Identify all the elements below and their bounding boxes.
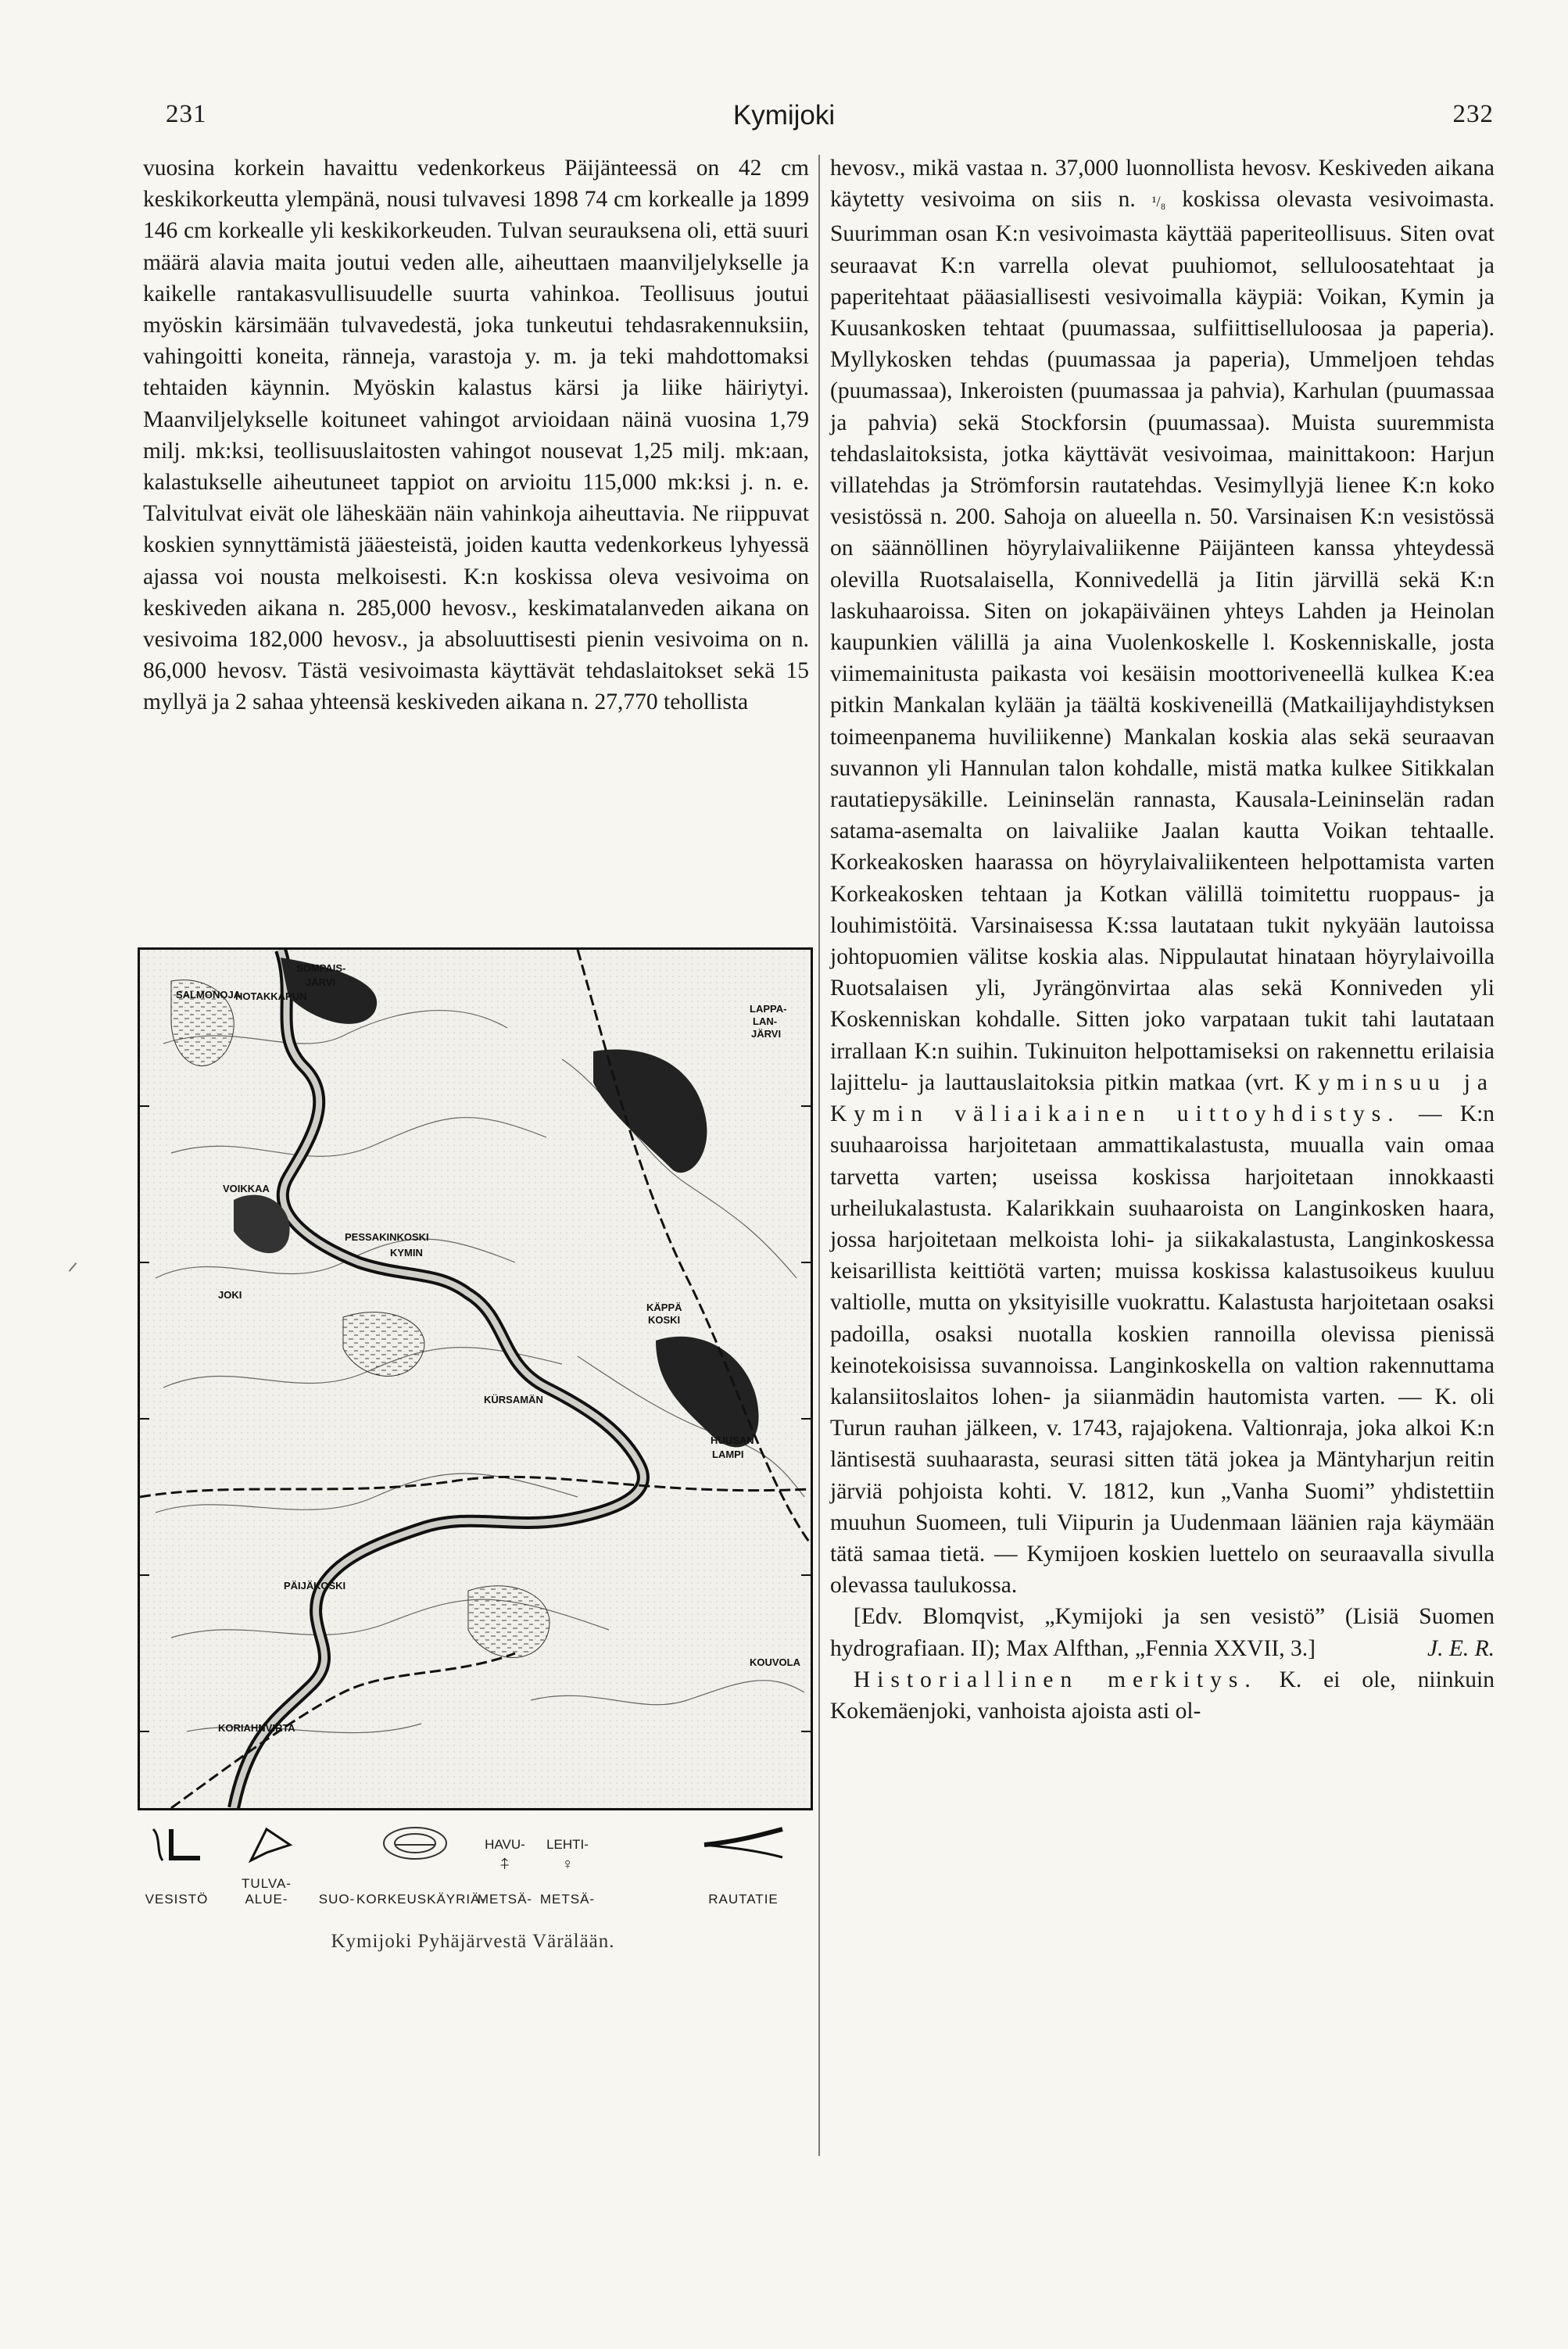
legend-water-label: VESISTÖ — [145, 1892, 209, 1907]
legend-forest-2 — [536, 1814, 599, 1923]
left-text-2: milj. mk:ksi, teollisuuslaitosten vahingot nousevat — [143, 438, 623, 464]
legend-railway — [685, 1814, 802, 1923]
left-text-3: milj. mk:aan, kalastukselle aiheutuneet tappiot on arvioitu 115,000 mk:ksi j. n. e. Talvitulvat eivät ole läheskään näin vahinkoja aiheuttavia. Ne riippuvat koskien synnyttämistä jääesteistä, joiden kautta vedenkorkeus lyhyessä ajassa voi nousta melkoisesti. K:n koskissa oleva vesivoima on keskiveden aikana n. 285,000 hevosv., keskimatalanveden aikana on vesivoima 182,000 hevosv., ja absoluuttisesti pienin vesivoima on n. 86,000 hevosv. Tästä vesivoimasta käyttävät tehdaslaitokset sekä 15 myllyä ja 2 sahaa yhteensä keskiveden aikana n. 27,770 tehollista — [143, 438, 809, 715]
legend-conifer-label: HAVU- — [485, 1837, 525, 1852]
railway-symbol-icon — [696, 1814, 790, 1868]
left-paragraph — [143, 152, 809, 718]
spaced-term-2: Historiallinen merkitys. — [854, 1667, 1258, 1692]
column-rule — [818, 155, 820, 2156]
legend-deciduous-label: LEHTI- — [546, 1837, 589, 1852]
map-label-voikkaa: VOIKKAA — [223, 1183, 270, 1194]
map-label-kouvola: KOUVOLA — [750, 1656, 800, 1668]
right-text-3: — K:n suuhaaroissa harjoitetaan ammattikalastusta, muualla vain omaa tarvetta varten; useissa koskissa harjoitetaan innokkaasti urheilukalastusta. Kalarikkain suuhaaroista on Langinkosken haara, jossa harjoitetaan melkoista lohi- ja siikakalastusta, Langinkoskessa keisarillista keittiötä varten; muissa koskissa kalastusoikeus kuuluu valtiolle, mutta on yksityisille vuokrattu. Kalastusta harjoitetaan osaksi padoilla, osaksi nuotalla koskien rannoilla olevissa pienissä keinotekoisissa suvannoissa. Langinkoskella on valtion rakennuttama kalansiitoslaitos lohen- ja siianmädin hautomista varten. — K. oli Turun rauhan jälkeen, v. 1743, rajajokena. Valtionraja, joka alkoi K:n läntisestä suuhaarasta, seurasi sitten tätä jokea ja Mäntyharjun reitin järviä pohjoista kohti. V. 1812, kun „Vanha Suomi” yhdistettiin muuhun Suomeen, tuli Viipurin ja Uudenmaan läänien raja käymään tätä samaa tietä. — Kymijoen koskien luettelo on seuraavalla sivulla olevassa taulukossa. — [830, 1101, 1495, 1599]
map-label-lappalan-1: LAPPA- — [750, 1003, 787, 1015]
right-column — [830, 152, 1495, 1727]
legend-contours-label: KORKEUSKÄYRIÄ- — [356, 1892, 486, 1907]
map-label-lampi: LAMPI — [712, 1448, 744, 1460]
legend-flood — [224, 1814, 310, 1923]
left-text-1: vuosina korkein havaittu vedenkorkeus Päijänteessä on 42 cm keskikorkeutta ylempänä, nousi tulvavesi 1898 74 cm korkealle ja 1899 146 cm korkealle yli keskikorkeuden. Tulvan seurauksena oli, että suuri määrä alavia maita joutui veden alle, aiheuttaen maanviljelykselle ja kaikelle rantakasvullisuudelle suurta vahinkoa. Teollisuus joutui myöskin kärsimään tulvavedestä, joka tunkeutui tehdasrakennuksiin, vahingoitti koneita, ränneja, varastoja y. m. ja teki mahdottomaksi tehtaiden käynnin. Myöskin kalastus kärsi ja liike häiriytyi. Maanviljelykselle koituneet vahingot arvioidaan näinä vuosina — [143, 156, 809, 432]
water-symbol-icon — [145, 1814, 208, 1868]
map-label-huusan: HUUSAN — [711, 1434, 754, 1446]
map-legend — [138, 1814, 808, 1923]
spaced-term-1: Kyminsuu ja Kymin väliaikainen uittoyhdistys. — [830, 1069, 1495, 1127]
author-initials: J. E. R. — [1427, 1635, 1495, 1661]
legend-water — [138, 1814, 216, 1923]
map-label-hotakka: HOTAKKAPUN — [235, 990, 307, 1002]
map-label-koski-2: KOSKI — [313, 1580, 346, 1592]
map-label-kursama: KÜRSAMÄN — [484, 1394, 543, 1405]
map-caption: Kymijoki Pyhäjärvestä Värälään. — [331, 1931, 615, 1952]
running-title: Kymijoki — [732, 100, 836, 131]
map-label-lappalan-2: LAN- — [753, 1015, 778, 1027]
legend-bog-label: SUO- — [318, 1892, 356, 1907]
page-number-right: 232 — [1452, 100, 1494, 128]
legend-railway-label: RAUTATIE — [708, 1892, 779, 1907]
map-label-paija: PÄIJÄ — [284, 1580, 314, 1592]
value-2: 1,25 — [632, 438, 673, 464]
legend-forest2-label: METSÄ- — [539, 1892, 596, 1907]
margin-mark — [69, 1262, 77, 1272]
map-label-sompaisjarvi-1: SOMPAIS- — [296, 962, 346, 974]
left-column — [143, 152, 809, 718]
map-label-sompaisjarvi-2: JÄRVI — [306, 976, 336, 988]
references: [Edv. Blomqvist, „Kymijoki ja sen vesistö” (Lisiä Suomen hydrografiaan. II); Max Alfthan, „Fennia XXVII, 3.] — [830, 1604, 1495, 1661]
map-drawing — [140, 950, 811, 1808]
deciduous-symbol-icon: ♀ — [561, 1856, 574, 1873]
map-label-lappalan-3: JÄRVI — [751, 1028, 782, 1040]
map-figure — [138, 947, 813, 1810]
right-text-4: K. ei ole, niinkuin Kokemäenjoki, vanhoista ajoista asti ol- — [830, 1667, 1495, 1724]
conifer-symbol-icon: ⍏ — [500, 1856, 510, 1873]
legend-contours — [356, 1814, 486, 1923]
map-label-pessakinkoski: PESSAKINKOSKI — [345, 1231, 429, 1243]
right-text-2: koskissa olevasta vesivoimasta. Suurimman osan K:n vesivoimasta käyttää paperiteollisuus. Siten ovat seuraavat K:n varrella olevat puuhiomot, selluloosatehtaat ja paperitehtaat pääasiallisesti vesivoimalla käypiä: Voikan, Kymin ja Kuusankosken tehtaat (puumassaa, sulfiittiselluloosaa ja paperia). Myllykosken tehdas (puumassaa ja paperia), Ummeljoen tehdas (puumassaa), Inkeroisten (puumassaa ja pahvia), Karhulan (puumassaa ja pahvia) sekä Stockforsin (puumassaa). Muista suuremmista tehdaslaitoksista, jotka käyttävät vesivoimaa, mainittakoon: Harjun villatehdas ja Strömforsin rautatehdas. Vesimyllyjä lienee K:n koko vesistössä n. 200. Sahoja on alueella n. 50. Varsinaisen K:n vesistössä on säännöllinen höyrylaivaliikenne Päijänteen kanssa yhteydessä olevilla Ruotsalaisella, Konnivedellä ja Iitin järvillä sekä K:n laskuhaaroissa. Siten on jokapäiväinen yhteys Lahden ja Heinolan kaupunkien välillä ja aina Vuolenkoskelle l. Koskenniskalle, josta viimemainitusta paikasta voi kesäisin moottoriveneellä kulkea K:ea pitkin Mankalan kylään ja täältä koskiveneillä (Matkailijayhdistyksen toimeenpanema huviliikenne) Mankalan koskia alas sekä seuraavan suvannon yli Hannulan talon kohdalle, mistä matka kulkee Sitikkalan rautatiepysäkille. Leininselän rannasta, Kausala-Leininselän radan satama-asemalta on laivaliike Jaalan kautta Voikan tehtaalle. Korkeakosken haarassa on höyrylaivaliikenteen helpottamista varten Korkeakosken tehtaan ja Kotkan välillä toimitettu ruoppaus- ja louhimistöitä. Varsinaisessa K:ssa lautataan tukit nykyään lautoissa johtopuomien välitse koskia alas. Nippulautat hinataan höyrylaivoilla Ruotsalaisen yli, Jyrängönvirtaa alas sekä Konniveden yli Koskenniskan kohdalle. Sitten joko varpataan tukit tahi lautataan irrallaan K:n suihin. Tukinuiton helpottamiseksi on rakennettu erilaisia lajittelu- ja lauttauslaitoksia pitkin matkaa (vrt. — [830, 187, 1495, 1095]
fraction: ¹/₈ — [1151, 194, 1166, 211]
right-paragraph-1 — [830, 152, 1495, 1601]
page-number-left: 231 — [166, 100, 207, 128]
right-paragraph-3 — [830, 1664, 1495, 1727]
value-1: 1,79 — [768, 406, 810, 432]
map-label-joki: JOKI — [218, 1289, 242, 1301]
map-label-koriahnvirta: KORIAHNVIRTA — [218, 1722, 295, 1734]
right-paragraph-2 — [830, 1601, 1495, 1663]
right-text-1: hevosv., mikä vastaa n. 37,000 luonnollista hevosv. Keskiveden aikana käytetty vesivoima on siis n. — [830, 156, 1495, 213]
legend-forest-label: METSÄ- — [477, 1892, 533, 1907]
map-label-koski: KOSKI — [648, 1314, 681, 1326]
page-header — [0, 100, 1568, 147]
flood-symbol-icon — [235, 1814, 298, 1868]
map-label-salmonoja: SALMONOJA — [176, 989, 242, 1001]
legend-forest-1 — [474, 1814, 536, 1923]
contour-symbol-icon — [372, 1814, 458, 1868]
map-label-kymin: KYMIN — [390, 1247, 423, 1259]
map-label-kappa: KÄPPÄ — [646, 1302, 682, 1313]
legend-flood-label: TULVA-ALUE- — [242, 1876, 292, 1907]
